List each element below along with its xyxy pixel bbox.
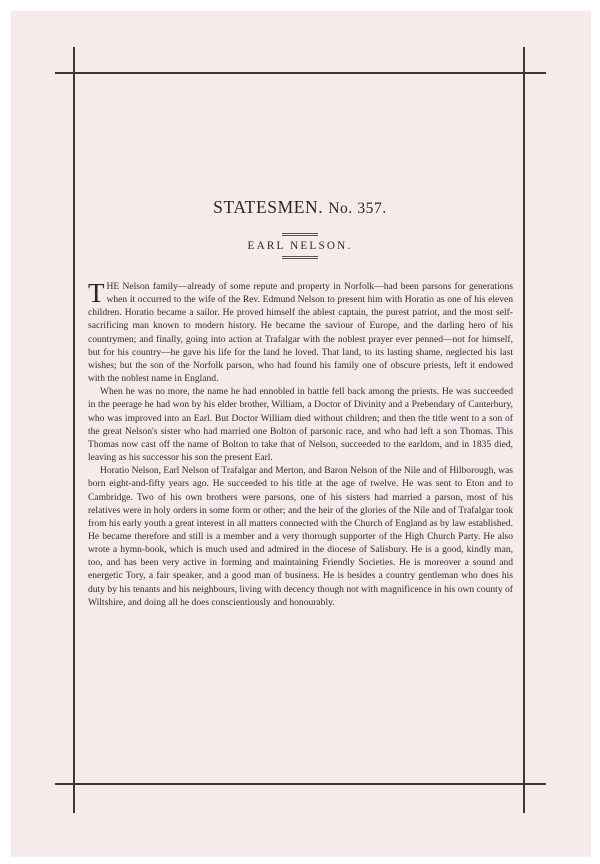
series-title: STATESMEN. bbox=[213, 197, 324, 217]
ornament-rule-lower-b bbox=[282, 258, 318, 259]
ornament-rule-lower-a bbox=[282, 256, 318, 257]
paragraph-1-text: HE Nelson family—already of some repute and property in Norfolk—had been parsons for generations when it occurred to the wife of the Rev. Edmund Nelson to present him with Horatio as one of his eleven children. Horatio became a sailor. He proved himself the ablest captain, the purest patriot, and the most self-sacrificing man known to modern history. He became the saviour of Europe, and the darling hero of his countrymen; and finally, going into action at Trafalgar with the noblest prayer ever penned—not for himself, but for his country—he gave his life for the land he loved. That land, to its lasting shame, neglected his last wishes; but the son of the Norfolk parson, who had found his family one of obscure priests, left it endowed with the noblest name in England. bbox=[88, 281, 513, 385]
paragraph-3: Horatio Nelson, Earl Nelson of Trafalgar and Merton, and Baron Nelson of the Nile and of Hilborough, was born eight-and-fifty years ago. He succeeded to his title at the age of twelve. He was sent to Eton and to Cambridge. Two of his own brothers were parsons, one of his sisters had married a parson, most of his relatives were in holy orders in some form or other; and the heir of the glories of the Nile and of Trafalgar took from his early youth a great interest in all matters connected with the Church of England as by law established. He became therefore and still is a member and a very thorough supporter of the High Church Party. He also wrote a hymn-book, which is much used and admired in the diocese of Salisbury. He is a good, kindly man, too, and has been very active in forming and maintaining Friendly Societies. He is moreover a sound and energetic Tory, a fair speaker, and a good man of business. He is besides a country gentleman who does his duty by his tenants and his neighbours, living with decency though not with magnificence in his own county of Wiltshire, and doing all he does conscientiously and honourably. bbox=[88, 465, 513, 608]
left-frame-rule bbox=[73, 47, 75, 813]
drop-cap: T bbox=[88, 278, 105, 308]
article-body bbox=[88, 280, 513, 609]
top-frame-rule bbox=[55, 72, 546, 74]
right-frame-rule bbox=[523, 47, 525, 813]
article-subtitle: EARL NELSON. bbox=[247, 240, 353, 252]
bottom-frame-rule bbox=[55, 783, 546, 785]
ornament-rule-mid bbox=[282, 235, 318, 236]
ornament-rule-top bbox=[282, 233, 318, 234]
paragraph-1 bbox=[88, 280, 513, 385]
series-number: No. 357. bbox=[328, 200, 387, 217]
paragraph-2: When he was no more, the name he had ennobled in battle fell back among the priests. He was succeeded in the peerage he had won by his elder brother, William, a Doctor of Divinity and a Prebendary of Canterbury, who was improved into an Earl. But Doctor William died without children; and then the title went to a son of the great Nelson's sister who had married one Bolton of parsonic race, and who had left a son Thomas. This Thomas now cast off the name of Bolton to take that of Nelson, succeeded to the earldom, and in 1835 died, leaving as his successor his son the present Earl. bbox=[88, 386, 513, 464]
page-title bbox=[0, 197, 600, 218]
